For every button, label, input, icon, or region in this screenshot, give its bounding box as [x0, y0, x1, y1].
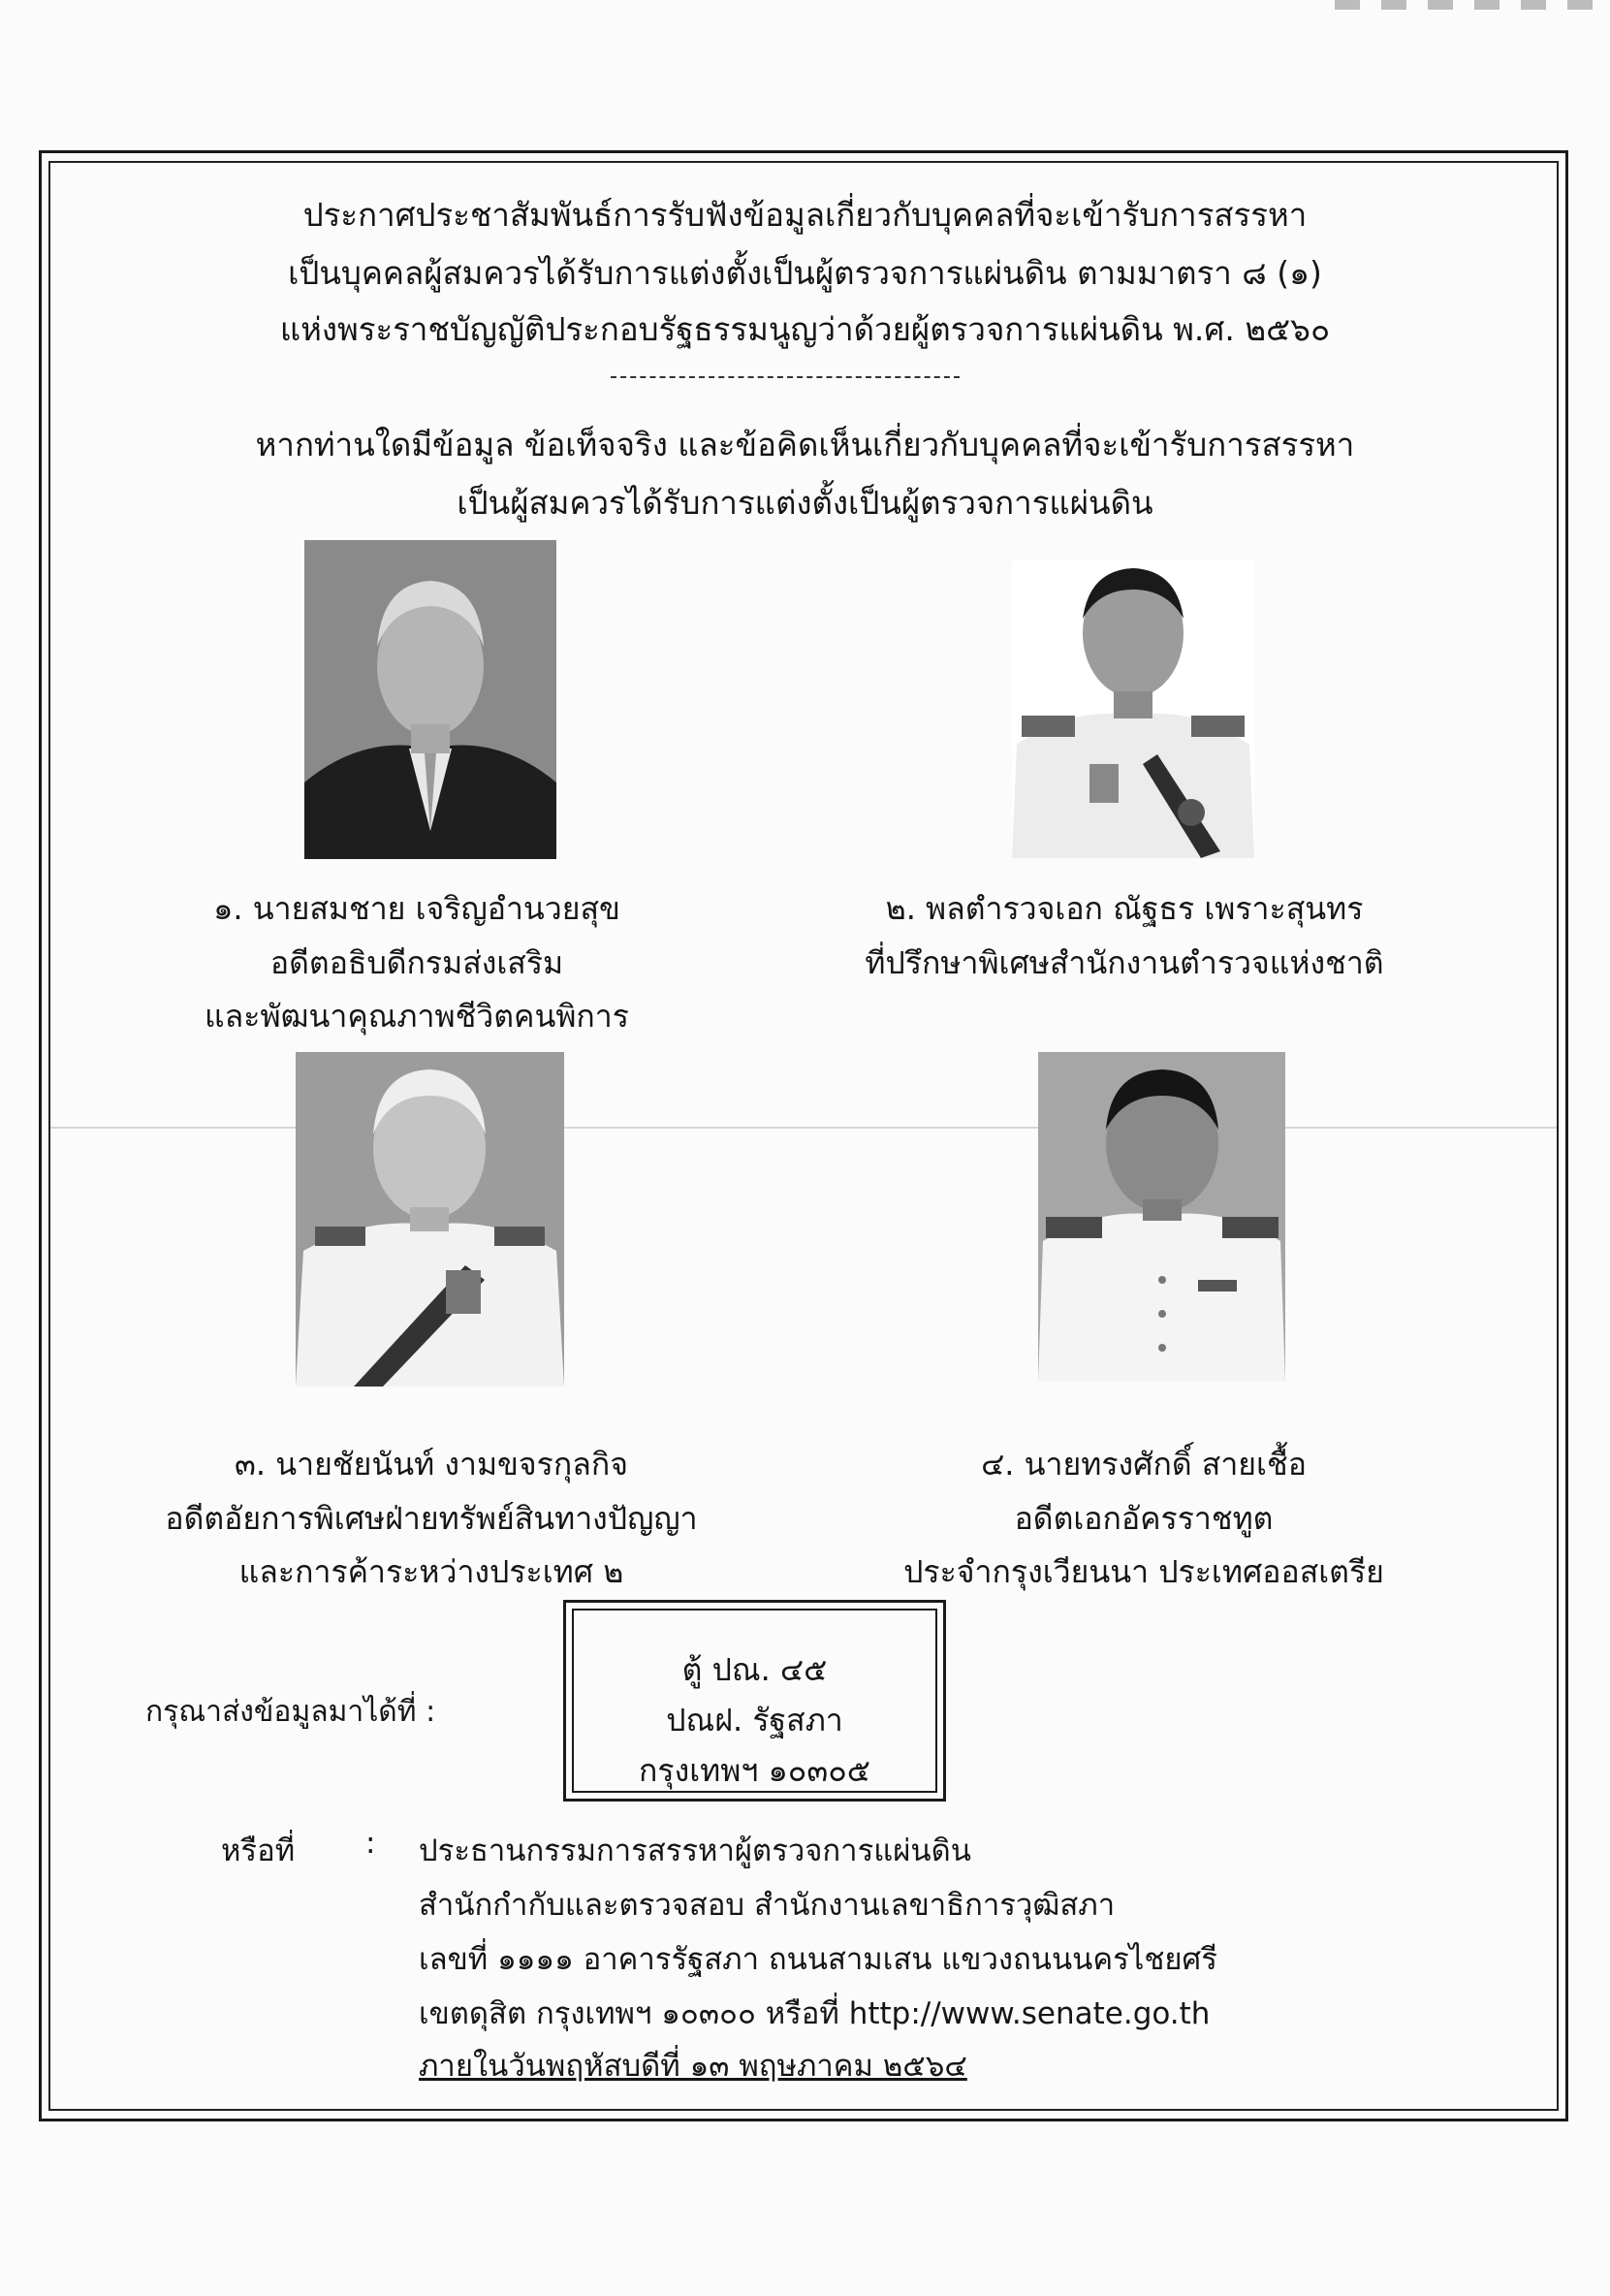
candidate-1-photo	[304, 540, 556, 859]
candidate-2-photo	[1012, 560, 1254, 858]
candidate-3-position-1: อดีตอัยการพิเศษฝ่ายทรัพย์สินทางปัญญา	[165, 1500, 698, 1537]
header-line-3: แห่งพระราชบัญญัติประกอบรัฐธรรมนูญว่าด้วยผู้ตรวจการแผ่นดิน พ.ศ. ๒๕๖๐	[279, 310, 1331, 348]
candidate-3-position-2: และการค้าระหว่างประเทศ ๒	[238, 1553, 624, 1590]
candidate-3-photo	[296, 1052, 564, 1387]
candidate-2-name: ๒. พลตำรวจเอก ณัฐธร เพราะสุนทร	[885, 890, 1364, 927]
alternative-colon: :	[365, 1826, 376, 1861]
candidate-4-name: ๔. นายทรงศักดิ์ สายเชื้อ	[981, 1446, 1307, 1483]
scan-marks	[1335, 0, 1593, 14]
candidate-1-position-2: และพัฒนาคุณภาพชีวิตคนพิการ	[205, 998, 629, 1035]
header-line-2: เป็นบุคคลผู้สมควรได้รับการแต่งตั้งเป็นผู้ตรวจการแผ่นดิน ตามมาตรา ๘ (๑)	[288, 254, 1322, 292]
candidate-4-photo	[1038, 1052, 1285, 1382]
deadline: ภายในวันพฤหัสบดีที่ ๑๓ พฤษภาคม ๒๕๖๔	[419, 2049, 967, 2084]
candidate-2-position-1: ที่ปรึกษาพิเศษสำนักงานตำรวจแห่งชาติ	[865, 944, 1384, 981]
candidate-4-position-1: อดีตเอกอัครราชทูต	[1014, 1500, 1274, 1537]
alternative-line-3: เลขที่ ๑๑๑๑ อาคารรัฐสภา ถนนสามเสน แขวงถนนนครไชยศรี	[419, 1942, 1217, 1977]
submission-label: กรุณาส่งข้อมูลมาได้ที่ :	[145, 1695, 436, 1729]
alternative-line-2: สำนักกำกับและตรวจสอบ สำนักงานเลขาธิการวุฒิสภา	[419, 1888, 1116, 1923]
candidate-1-position-1: อดีตอธิบดีกรมส่งเสริม	[269, 944, 564, 981]
paper-fold-line	[50, 1127, 1557, 1129]
candidate-4-position-2: ประจำกรุงเวียนนา ประเทศออสเตรีย	[903, 1553, 1384, 1590]
candidate-1-name: ๑. นายสมชาย เจริญอำนวยสุข	[213, 890, 620, 927]
header-line-1: ประกาศประชาสัมพันธ์การรับฟังข้อมูลเกี่ยวกับบุคคลที่จะเข้ารับการสรรหา	[302, 196, 1308, 234]
postal-city: กรุงเทพฯ ๑๐๓๐๕	[639, 1752, 870, 1789]
alternative-line-1: ประธานกรรมการสรรหาผู้ตรวจการแผ่นดิน	[419, 1834, 971, 1868]
alternative-line-4: เขตดุสิต กรุงเทพฯ ๑๐๓๐๐ หรือที่ http://www.senate.go.th	[419, 1996, 1211, 2031]
intro-line-1: หากท่านใดมีข้อมูล ข้อเท็จจริง และข้อคิดเห็นเกี่ยวกับบุคคลที่จะเข้ารับการสรรหา	[255, 426, 1355, 463]
dashed-divider	[611, 376, 960, 378]
po-box: ตู้ ปณ. ๔๕	[681, 1651, 828, 1688]
post-office: ปณฝ. รัฐสภา	[666, 1702, 843, 1738]
alternative-label: หรือที่	[221, 1834, 296, 1868]
candidate-3-name: ๓. นายชัยนันท์ งามขจรกุลกิจ	[235, 1446, 628, 1483]
intro-line-2: เป็นผู้สมควรได้รับการแต่งตั้งเป็นผู้ตรวจการแผ่นดิน	[457, 484, 1153, 522]
